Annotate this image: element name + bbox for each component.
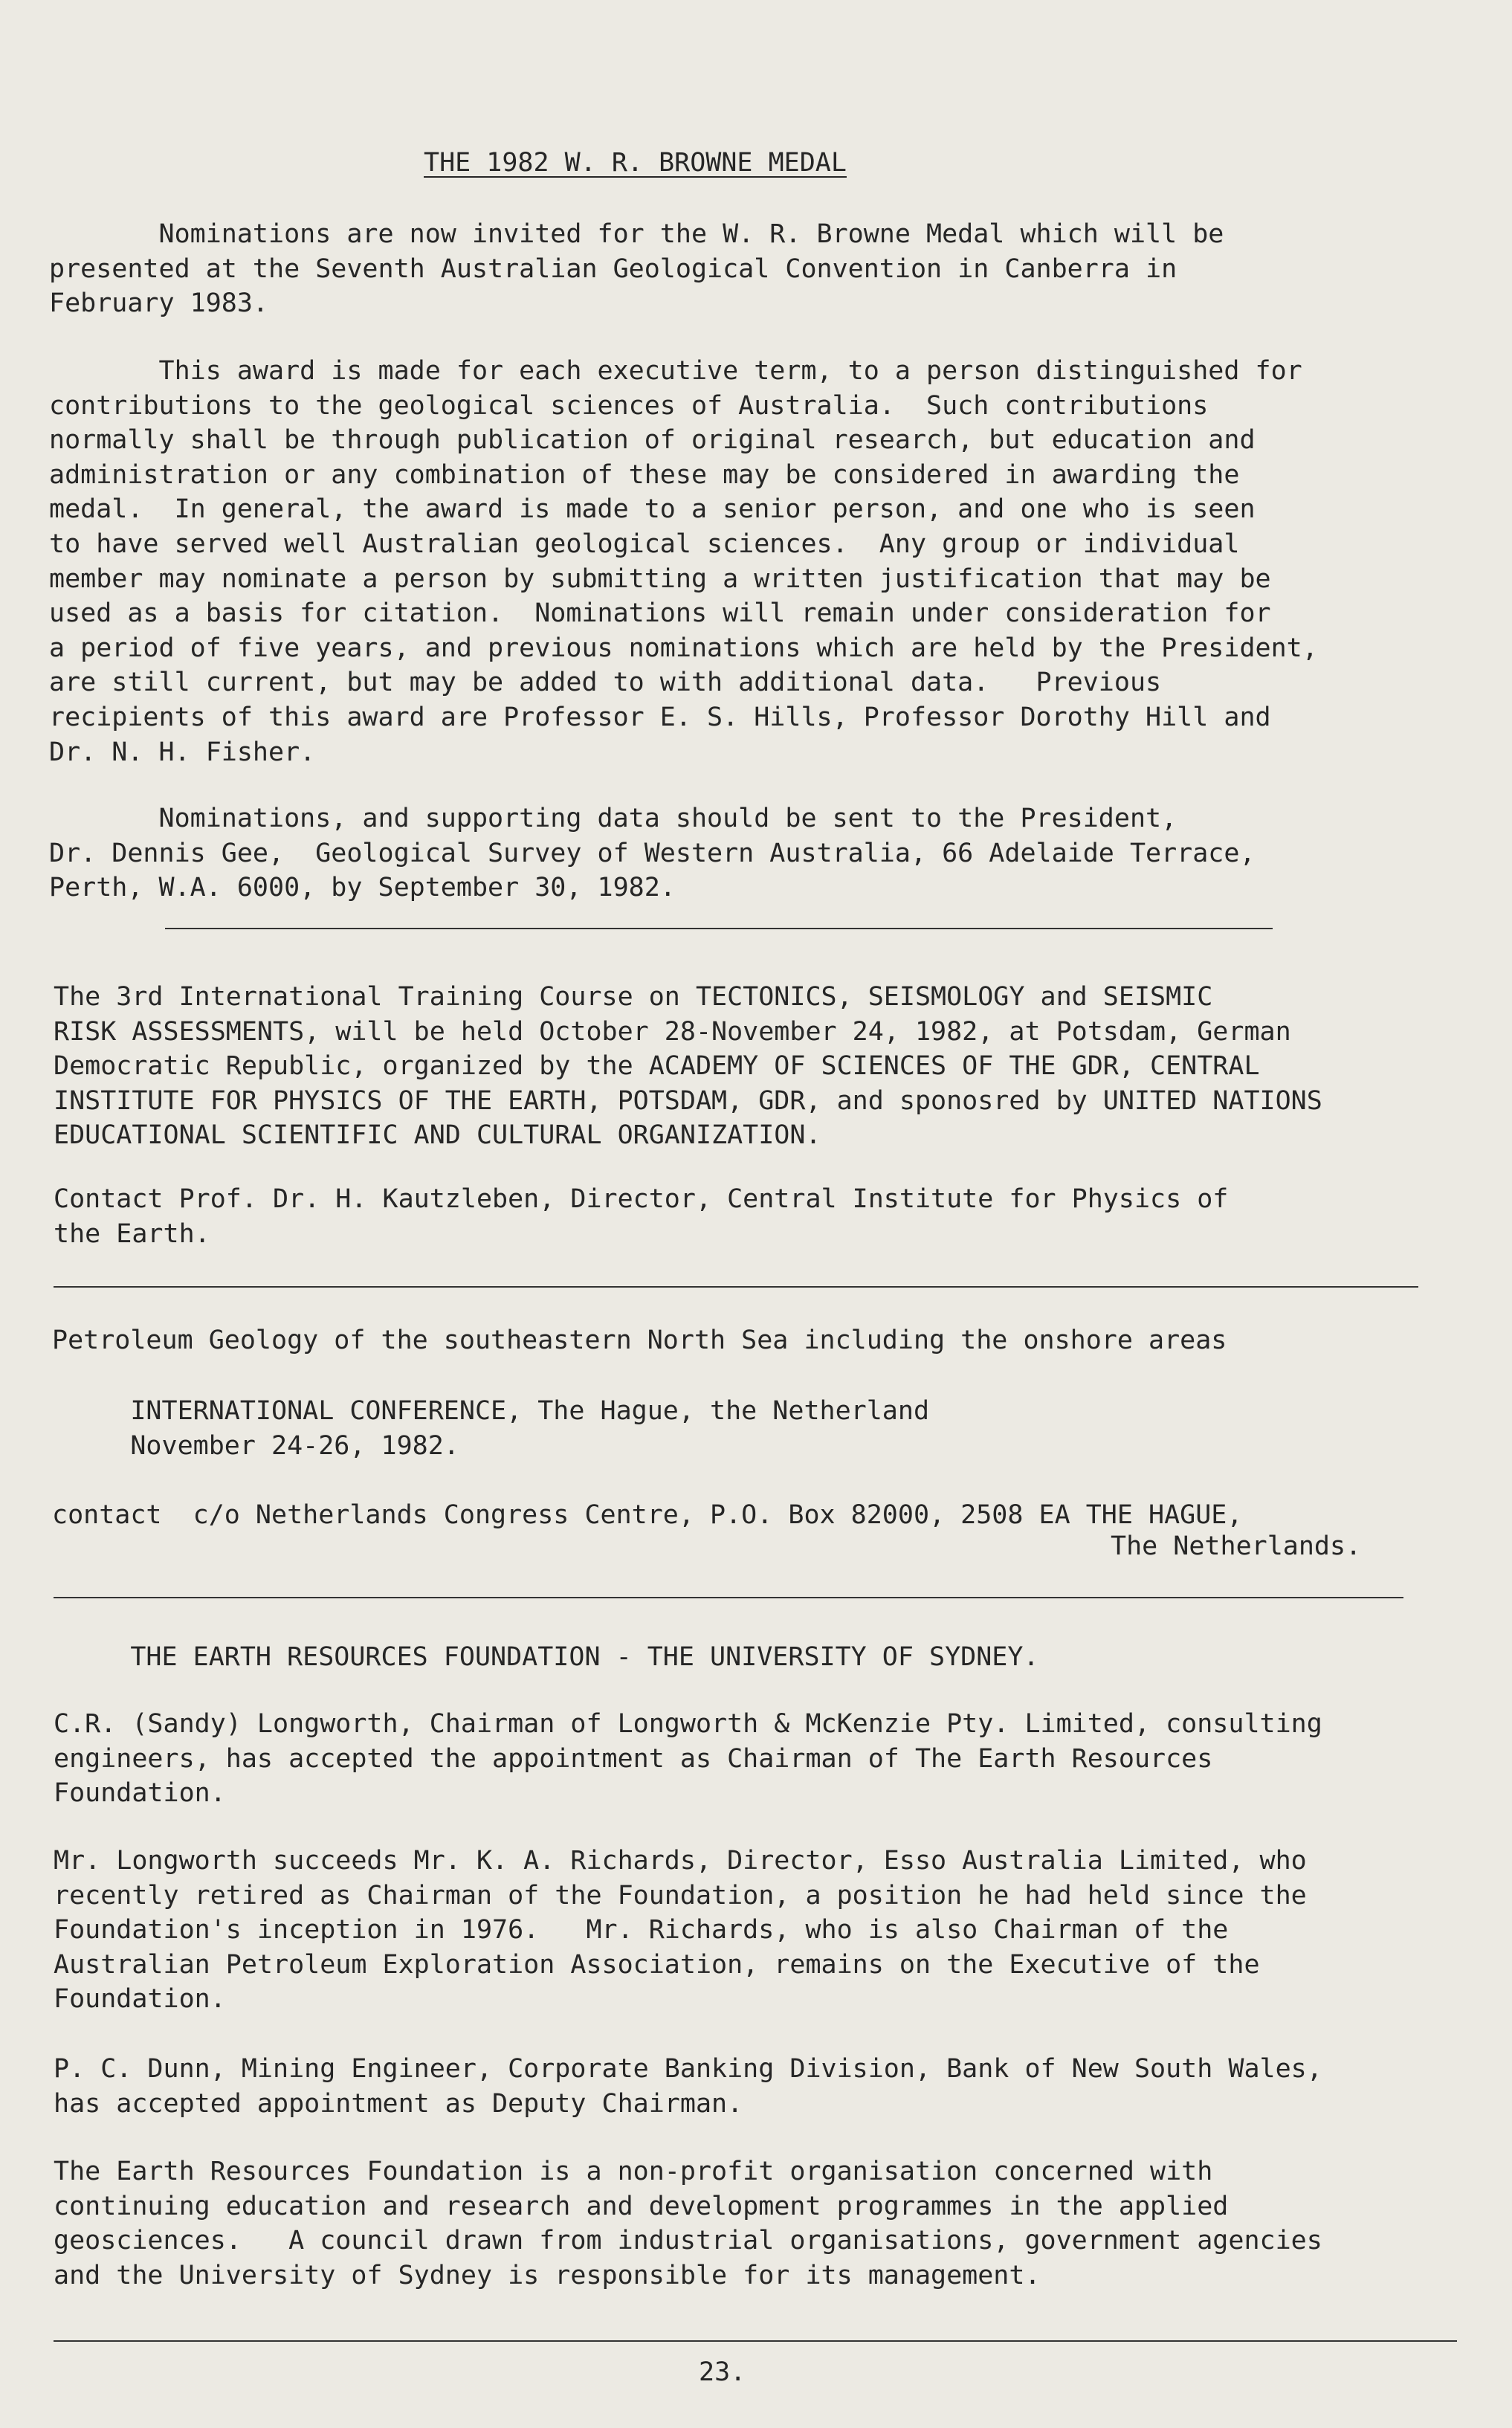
petroleum-conference-details: INTERNATIONAL CONFERENCE, The Hague, the Netherland November 24-26, 1982. xyxy=(130,1396,930,1461)
earth-resources-paragraph: P. C. Dunn, Mining Engineer, Corporate Banking Division, Bank of New South Wales, has accepted appointment as Deputy Chairman. xyxy=(54,2054,1322,2119)
browne-medal-title: THE 1982 W. R. BROWNE MEDAL xyxy=(424,148,847,178)
section-divider xyxy=(54,1597,1403,1598)
section-divider xyxy=(165,928,1273,929)
petroleum-conference-country: The Netherlands. xyxy=(1111,1531,1362,1561)
browne-medal-paragraph: This award is made for each executive term, to a person distinguished for contributions to the geological sciences of Australia. Such contributions normally shall be through publication of original research, but education and administration or any combination of these may be considered in awarding the medal. In general, the award is made to a senior person, and one who is seen to have served well Australian geological sciences. Any group or individual member may nominate a person by submitting a written justification that may be used as a basis for citation. Nominations will remain under consideration for a period of five years, and previous nominations which are held by the President, are still current, but may be added to with additional data. Previous recipients of this award are Professor E. S. Hills, Professor Dorothy Hill and Dr. N. H. Fisher. xyxy=(49,356,1318,767)
page-number: 23. xyxy=(699,2357,746,2387)
browne-medal-paragraph: Nominations are now invited for the W. R. Browne Medal which will be presented at the Seventh Australian Geological Convention in Canberra in February 1983. xyxy=(49,219,1224,319)
earth-resources-paragraph: Mr. Longworth succeeds Mr. K. A. Richards, Director, Esso Australia Limited, who recently retired as Chairman of the Foundation, a position he had held since the Foundation's inception in 1976. Mr. Richards, who is also Chairman of the Australian Petroleum Exploration Association, remains on the Executive of the Foundation. xyxy=(54,1846,1307,2015)
earth-resources-paragraph: C.R. (Sandy) Longworth, Chairman of Longworth & McKenzie Pty. Limited, consulting engineers, has accepted the appointment as Chairman of The Earth Resources Foundation. xyxy=(54,1709,1322,1809)
training-course-contact: Contact Prof. Dr. H. Kautzleben, Director, Central Institute for Physics of the Earth. xyxy=(54,1184,1229,1249)
section-divider xyxy=(54,1286,1418,1288)
petroleum-conference-title: Petroleum Geology of the southeastern North Sea including the onshore areas xyxy=(52,1326,1227,1355)
petroleum-conference-contact: contact c/o Netherlands Congress Centre, P.O. Box 82000, 2508 EA THE HAGUE, xyxy=(52,1500,1243,1530)
earth-resources-title: THE EARTH RESOURCES FOUNDATION - THE UNIVERSITY OF SYDNEY. xyxy=(52,1642,1039,1672)
earth-resources-paragraph: The Earth Resources Foundation is a non-profit organisation concerned with continuing education and research and development programmes in the applied geosciences. A council drawn from industrial organisations, government agencies and the University of Sydney is responsible for its management. xyxy=(54,2157,1322,2290)
training-course-paragraph: The 3rd International Training Course on TECTONICS, SEISMOLOGY and SEISMIC RISK ASSESSMENTS, will be held October 28-November 24, 1982, at Potsdam, German Democratic Republic, organized by the ACADEMY OF SCIENCES OF THE GDR, CENTRAL INSTITUTE FOR PHYSICS OF THE EARTH, POTSDAM, GDR, and sponosred by UNITED NATIONS EDUCATIONAL SCIENTIFIC AND CULTURAL ORGANIZATION. xyxy=(54,982,1322,1151)
footer-divider xyxy=(54,2340,1457,2342)
browne-medal-paragraph: Nominations, and supporting data should be sent to the President, Dr. Dennis Gee, Geological Survey of Western Australia, 66 Adelaide Terrace, Perth, W.A. 6000, by September 30, 1982. xyxy=(49,804,1256,903)
